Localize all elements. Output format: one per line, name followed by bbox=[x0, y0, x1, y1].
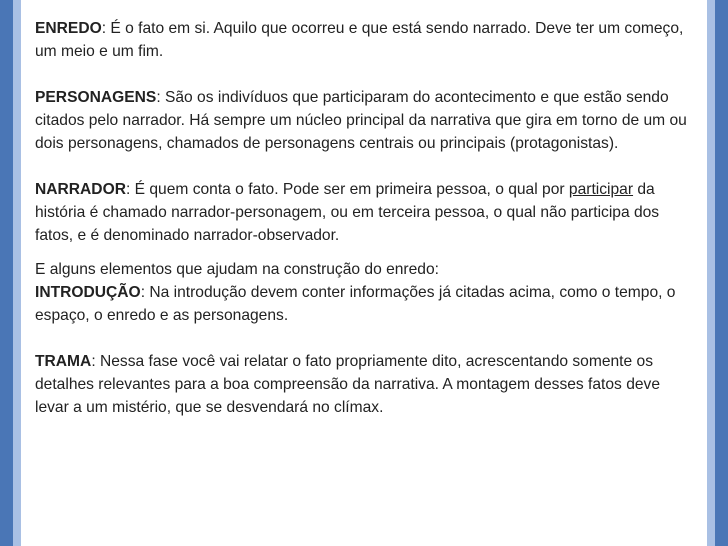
left-frame-inner-bar bbox=[13, 0, 21, 546]
personagens-paragraph bbox=[35, 86, 695, 155]
narrador-underlined-word: participar bbox=[568, 181, 634, 198]
left-frame-bar bbox=[0, 0, 13, 546]
introducao-text: : Na introdução devem conter informações já citadas acima, como o tempo, o espaço, o enredo e as personagens. bbox=[35, 284, 676, 324]
intro-line: E alguns elementos que ajudam na construção do enredo: bbox=[35, 261, 439, 278]
personagens-text: : São os indivíduos que participaram do acontecimento e que estão sendo citados pelo narrador. Há sempre um núcleo principal da narrativa que gira em torno de um ou dois personagens, chamados de personagens centrais ou principais (protagonistas). bbox=[35, 89, 687, 152]
enredo-text: : É o fato em si. Aquilo que ocorreu e que está sendo narrado. Deve ter um começo, um meio e um fim. bbox=[35, 20, 684, 60]
personagens-term: PERSONAGENS bbox=[35, 89, 157, 106]
slide-text-body bbox=[35, 17, 695, 419]
enredo-paragraph bbox=[35, 17, 695, 63]
introducao-paragraph bbox=[35, 281, 695, 327]
narrador-text-before: : É quem conta o fato. Pode ser em primeira pessoa, o qual por bbox=[125, 181, 569, 198]
right-frame-bar bbox=[715, 0, 728, 546]
enredo-term: ENREDO bbox=[35, 20, 102, 37]
narrador-term: NARRADOR bbox=[35, 181, 126, 198]
right-frame-inner-bar bbox=[707, 0, 715, 546]
narrador-paragraph bbox=[35, 178, 695, 247]
trama-paragraph bbox=[35, 350, 695, 419]
trama-term: TRAMA bbox=[35, 353, 92, 370]
narrador-text-after: da história é chamado narrador-personagem, ou em terceira pessoa, o qual não participa dos fatos, e é denominado narrador-observador. bbox=[35, 181, 660, 244]
trama-text: : Nessa fase você vai relatar o fato propriamente dito, acrescentando somente os detalhes relevantes para a boa compreensão da narrativa. A montagem desses fatos deve levar a um mistério, que se desvendará no clímax. bbox=[35, 353, 661, 416]
introducao-term: INTRODUÇÃO bbox=[35, 284, 141, 301]
